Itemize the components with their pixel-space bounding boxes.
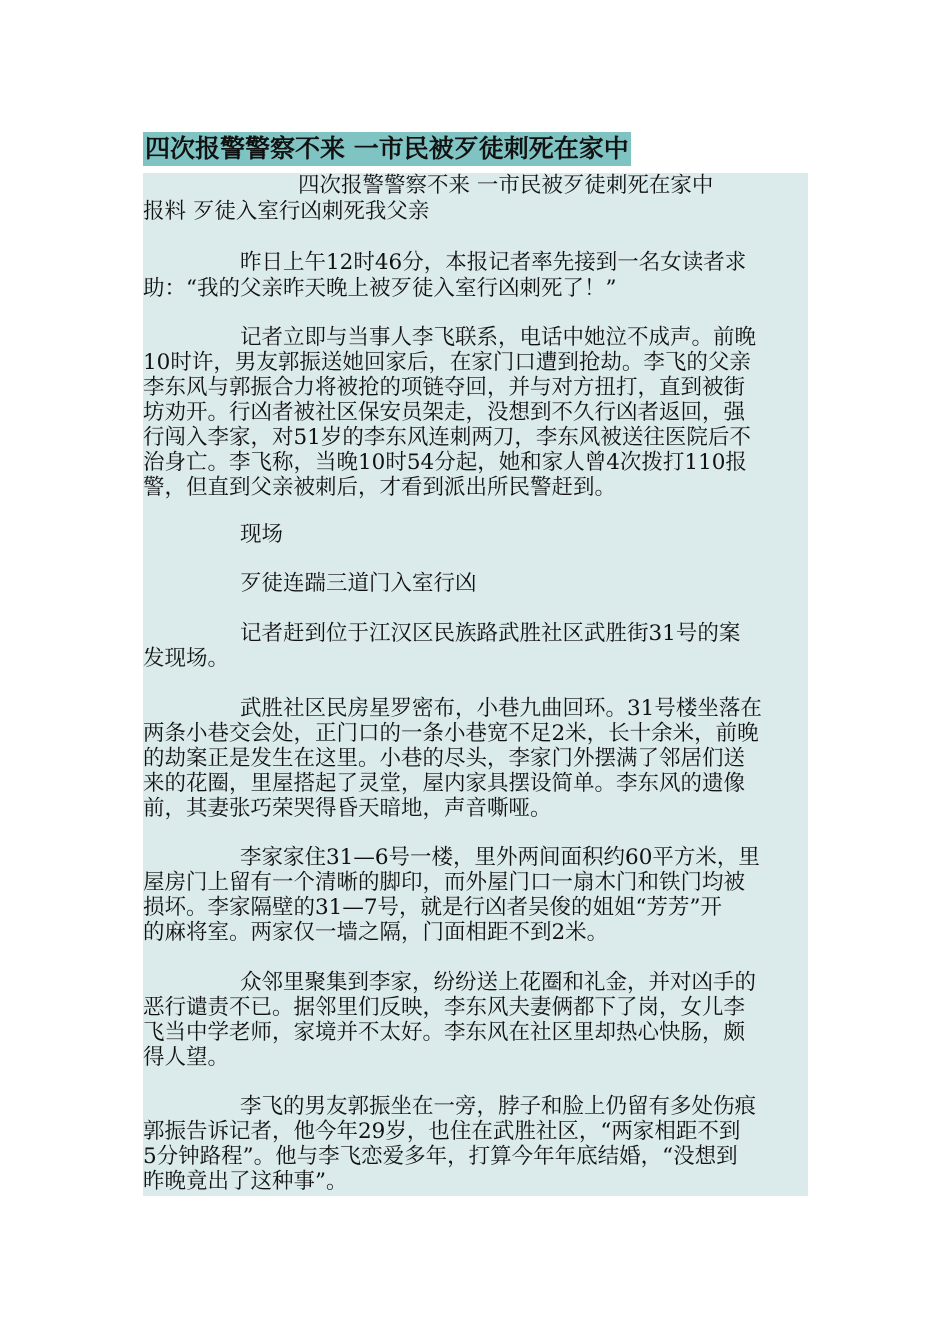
paragraph-line: 李飞的男友郭振坐在一旁，脖子和脸上仍留有多处伤痕: [240, 1094, 757, 1119]
paragraph-line: 治身亡。李飞称，当晚10时54分起，她和家人曾4次拨打110报: [143, 450, 747, 475]
paragraph-line: 昨日上午12时46分，本报记者率先接到一名女读者求: [240, 250, 747, 275]
section-subheading: 歹徒连踹三道门入室行凶: [240, 571, 477, 596]
paragraph-line: 来的花圈，里屋搭起了灵堂，屋内家具摆设简单。李东风的遗像: [143, 771, 746, 796]
article-kicker: 报料 歹徒入室行凶刺死我父亲: [143, 199, 430, 224]
paragraph-line: 两条小巷交会处，正门口的一条小巷宽不足2米，长十余米，前晚: [143, 721, 759, 746]
paragraph-line: 屋房门上留有一个清晰的脚印，而外屋门口一扇木门和铁门均被: [143, 870, 746, 895]
paragraph-line: 的劫案正是发生在这里。小巷的尽头，李家门外摆满了邻居们送: [143, 746, 746, 771]
paragraph-line: 行闯入李家，对51岁的李东风连刺两刀，李东风被送往医院后不: [143, 425, 751, 450]
paragraph-line: 飞当中学老师，家境并不太好。李东风在社区里却热心快肠，颇: [143, 1020, 746, 1045]
paragraph-line: 10时许，男友郭振送她回家后，在家门口遭到抢劫。李飞的父亲: [143, 350, 751, 375]
paragraph-line: 得人望。: [143, 1045, 230, 1070]
article-body: [143, 173, 808, 1196]
paragraph-line: 记者立即与当事人李飞联系，电话中她泣不成声。前晚: [240, 325, 757, 350]
paragraph-line: 记者赶到位于江汉区民族路武胜社区武胜街31号的案: [240, 621, 741, 646]
paragraph-line: 警，但直到父亲被刺后，才看到派出所民警赶到。: [143, 475, 617, 500]
paragraph-line: 李东风与郭振合力将被抢的项链夺回，并与对方扭打，直到被街: [143, 375, 746, 400]
document-title: 四次报警警察不来 一市民被歹徒刺死在家中: [143, 132, 631, 166]
paragraph-line: 发现场。: [143, 646, 230, 671]
paragraph-line: 武胜社区民房星罗密布，小巷九曲回环。31号楼坐落在: [240, 696, 762, 721]
article-subtitle: 四次报警警察不来 一市民被歹徒刺死在家中: [298, 173, 714, 198]
paragraph-line: 的麻将室。两家仅一墙之隔，门面相距不到2米。: [143, 920, 609, 945]
paragraph-line: 5分钟路程”。他与李飞恋爱多年，打算今年年底结婚，“没想到: [143, 1144, 738, 1169]
section-heading: 现场: [240, 522, 284, 547]
paragraph-line: 损坏。李家隔壁的31—7号，就是行凶者吴俊的姐姐“芳芳”开: [143, 895, 723, 920]
paragraph-line: 众邻里聚集到李家，纷纷送上花圈和礼金，并对凶手的: [240, 970, 757, 995]
paragraph-line: 助：“我的父亲昨天晚上被歹徒入室行凶刺死了！”: [143, 276, 617, 301]
paragraph-line: 李家家住31—6号一楼，里外两间面积约60平方米，里: [240, 845, 760, 870]
paragraph-line: 郭振告诉记者，他今年29岁，也住在武胜社区，“两家相距不到: [143, 1119, 741, 1144]
paragraph-line: 恶行谴责不已。据邻里们反映，李东风夫妻俩都下了岗，女儿李: [143, 995, 746, 1020]
paragraph-line: 前，其妻张巧荣哭得昏天暗地，声音嘶哑。: [143, 796, 552, 821]
paragraph-line: 昨晚竟出了这种事”。: [143, 1169, 348, 1194]
paragraph-line: 坊劝开。行凶者被社区保安员架走，没想到不久行凶者返回，强: [143, 400, 746, 425]
